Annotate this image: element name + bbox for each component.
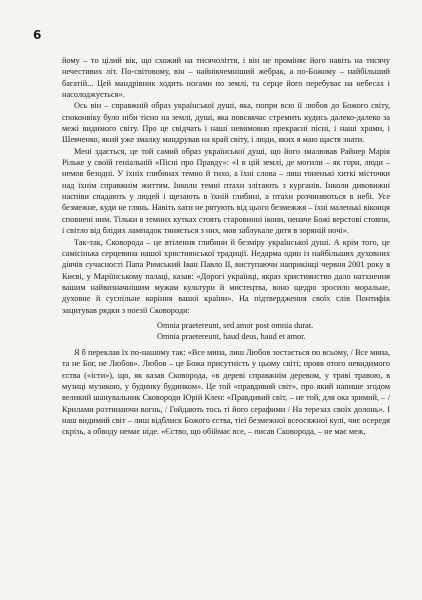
quote-line-2: Omnia praetereunt, haud deus, haud et amor. — [157, 331, 306, 341]
body-text — [62, 55, 390, 438]
paragraph-4: Так-так, Сковорода – це втілення глибини й безміру української душі. А крім того, це самісінька серцевина нашої християнської традиції. Недарма один із найбільших духовних діячів сучасності Папа Римський Іван Павло ІІ, виступаючи наприкінці червня 2001 року в Києві, у Маріїнському палаці, казав: «Дорогі українці, якраз християнство дало натхнення вашим найвизначнішим мужам культури й мистецтва, воно щедро зросило моральне, духовне й суспільне коріння вашої країни». На підтвердження своїх слів Понтифік зацитував рядки з поезії Сковороди: — [62, 237, 390, 315]
quote-line-1: Omnia praetereunt, sed amor post omnia durat. — [157, 320, 314, 330]
latin-quote — [62, 320, 390, 342]
page-number: 6 — [33, 28, 42, 42]
paragraph-3: Мені здається, це той самий образ української душі, що його змалював Райнер Марія Рільке у своїй геніальній «Пісні про Правду»: «І в цій землі, де могили – як гори, люди – немов безодні. У їхніх глибинах темно й тихо, а їхні слова – лиш тоненькі хиткі місточки над їхнім справжнім життям. Інколи темні птахи злітають з курганів. Інколи дивовижні наспіви спадають у людей і щезають в їхній глибині, а птахи розчиняються в небі. Усе безмежне, куди не глянь. Навіть хати не рятують від цього безмежжя – їхні маленькі віконця сповнені ним. Тільки в темних кутках стоять старовинні ікони, неначе Божі верстові стовпи, і світло від блідих лампадок тиняється з них, мов заблукале дитя в зоряній ночі». — [62, 146, 390, 236]
paragraph-1: йому – то цілий вік, що схожий на тисячоліття, і він не проміняє його навіть на тисячу нечестивих літ. По-світовому, він – найнікчемніший жебрак, а по-Божому – найбільший багатій... Цей мандрівник ходить ногами по землі, та серце його перебуває на небесах і насолоджується». — [62, 56, 390, 100]
paragraph-5: Я б переклав їх по-нашому так: «Все мина, лиш Любов зостається по всьому, / Все мина, та не Бог, не Любов». Любов – це Божа присутність у цьому світі; прояв отого невидимого єства («істи»), що, як казав Сковорода, «в деревi справжнім деревом, у травi травою, в музиці музикою, у будинку будинком». Це той «правдивий світ», про який напише згодом великий шанувальник Сковороди Юрій Клен: «Правдивий світ, – не той, для ока зримий, – / Крилами розтинаючи вогнь, / Гойдають тось ті його серафими / На терезах своїх долонь». І наш видимий світ – лиш відблиск Божого єства, тієї безмежної всеосяжної кулі, чиє осередя скрізь, а обводу немає ніде. «Єство, що обіймає все, – писав Сковорода, – не має меж, — [62, 347, 390, 437]
paragraph-2: Ось він – справжній образ української душі, яка, попри всю її любов до Божого світу, споконвіку було ніби тісно на землі, душі, яка повсякчас стремить кудись далеко-далеко за межі видимого світу. Про це свідчать і наші невимовно прекрасні пісні, і наші храми, і Шевченко, який уже змалку мандрував на край світу, і люди, яких я маю щастя знати. — [62, 101, 390, 145]
